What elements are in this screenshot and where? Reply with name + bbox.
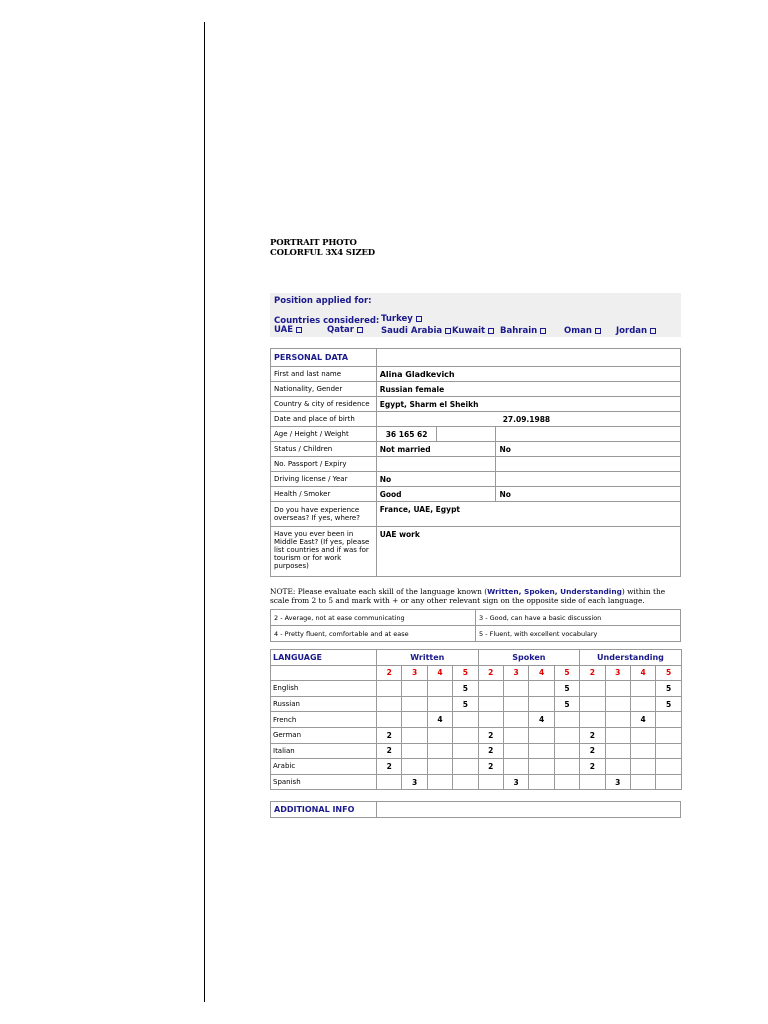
checkbox-icon [595,328,601,334]
rating-cell-spoken[interactable] [529,774,554,790]
rating-cell-spoken[interactable]: 3 [503,774,528,790]
level-4-header: 4 [630,665,655,681]
rating-cell-written[interactable] [427,774,452,790]
rating-cell-written[interactable] [377,712,402,728]
language-row [271,696,682,712]
language-row [271,712,682,728]
rating-cell-spoken[interactable] [503,681,528,697]
rating-cell-spoken[interactable] [478,774,503,790]
rating-cell-written[interactable] [427,727,452,743]
country-turkey[interactable]: Turkey [381,314,422,324]
rating-cell-spoken[interactable]: 5 [554,681,579,697]
rating-cell-understanding[interactable] [630,681,655,697]
rating-cell-understanding[interactable] [630,743,655,759]
rating-cell-spoken[interactable]: 5 [554,696,579,712]
rating-cell-spoken[interactable] [529,727,554,743]
level-3-header: 3 [402,665,427,681]
level-2-header: 2 [377,665,402,681]
rating-cell-understanding[interactable] [605,681,630,697]
field-label: Date and place of birth [271,412,377,427]
rating-cell-written[interactable] [377,774,402,790]
rating-cell-written[interactable] [427,681,452,697]
checkbox-icon [540,328,546,334]
rating-cell-written[interactable]: 2 [377,759,402,775]
rating-cell-written[interactable] [402,681,427,697]
level-5-header: 5 [554,665,579,681]
field-label: Have you ever been in Middle East? (If yes, please list countries and if was for tourism or for work purposes) [271,527,377,577]
country-qatar[interactable]: Qatar [327,325,363,335]
rating-cell-written[interactable] [427,759,452,775]
rating-cell-spoken[interactable]: 2 [478,759,503,775]
rating-cell-understanding[interactable] [656,774,681,790]
rating-cell-spoken[interactable] [529,743,554,759]
rating-cell-spoken[interactable] [554,727,579,743]
note-skills: Written, Spoken, Understanding [487,587,622,596]
rating-cell-understanding[interactable]: 5 [656,696,681,712]
rating-cell-understanding[interactable] [630,727,655,743]
health-value[interactable]: Good [376,487,496,502]
checkbox-icon [296,327,302,333]
passport-value[interactable] [376,457,496,472]
portrait-photo-placeholder [270,238,375,258]
scale-4: 4 - Pretty fluent, comfortable and at ease [271,626,476,642]
rating-cell-written[interactable] [427,743,452,759]
rating-cell-spoken[interactable] [503,727,528,743]
children-value[interactable]: No [496,442,681,457]
rating-cell-spoken[interactable] [554,712,579,728]
evaluation-note: NOTE: Please evaluate each skill of the language known (Written, Spoken, Understanding) within the scale from 2 to 5 and mark with + or any other relevant sign on the opposite side of each language. [270,587,666,605]
photo-line-2: COLORFUL 3X4 SIZED [270,248,375,258]
level-4-header: 4 [529,665,554,681]
rating-cell-understanding[interactable] [605,743,630,759]
additional-info-value[interactable] [377,802,681,818]
rating-cell-understanding[interactable] [580,774,605,790]
rating-cell-understanding[interactable] [605,759,630,775]
rating-cell-written[interactable] [453,759,478,775]
rating-cell-written[interactable] [453,774,478,790]
rating-cell-written[interactable] [377,681,402,697]
rating-cell-understanding[interactable]: 2 [580,727,605,743]
language-row [271,743,682,759]
field-label: First and last name [271,367,377,382]
driving-license-value[interactable]: No [376,472,496,487]
rating-cell-understanding[interactable] [580,681,605,697]
rating-cell-written[interactable]: 4 [427,712,452,728]
level-5-header: 5 [656,665,681,681]
field-label: Nationality, Gender [271,382,377,397]
rating-cell-understanding[interactable]: 2 [580,743,605,759]
spoken-header: Spoken [478,650,580,666]
checkbox-icon [357,327,363,333]
country-oman[interactable]: Oman [564,326,601,336]
field-label: Driving license / Year [271,472,377,487]
photo-line-1: PORTRAIT PHOTO [270,238,357,248]
rating-cell-spoken[interactable] [503,696,528,712]
language-name: Arabic [271,759,377,775]
birth-value[interactable]: 27.09.1988 [376,412,680,427]
written-header: Written [377,650,479,666]
field-label: Do you have experience overseas? If yes, where? [271,502,377,527]
rating-cell-spoken[interactable] [503,712,528,728]
scale-2: 2 - Average, not at ease communicating [271,610,476,626]
rating-cell-spoken[interactable] [529,759,554,775]
additional-info-table [270,801,681,818]
middle-east-value[interactable]: UAE work [376,527,680,577]
language-name: Italian [271,743,377,759]
rating-cell-spoken[interactable] [503,743,528,759]
language-name: German [271,727,377,743]
rating-cell-understanding[interactable] [656,759,681,775]
country-jordan[interactable]: Jordan [616,326,656,336]
rating-cell-written[interactable]: 2 [377,743,402,759]
rating-cell-written[interactable]: 5 [453,696,478,712]
country-uae[interactable]: UAE [274,325,302,335]
rating-cell-understanding[interactable] [630,774,655,790]
scale-5: 5 - Fluent, with excellent vocabulary [476,626,681,642]
language-row [271,759,682,775]
rating-cell-spoken[interactable] [554,759,579,775]
rating-cell-spoken[interactable] [529,696,554,712]
country-bahrain[interactable]: Bahrain [500,326,546,336]
rating-cell-spoken[interactable] [529,681,554,697]
rating-cell-written[interactable]: 2 [377,727,402,743]
understanding-header: Understanding [580,650,682,666]
rating-cell-written[interactable] [377,696,402,712]
language-name: Russian [271,696,377,712]
rating-cell-understanding[interactable] [630,759,655,775]
country-saudi-arabia[interactable]: Saudi Arabia [381,326,451,336]
rating-cell-spoken[interactable] [554,774,579,790]
rating-cell-spoken[interactable] [554,743,579,759]
rating-cell-spoken[interactable]: 2 [478,743,503,759]
field-label: Health / Smoker [271,487,377,502]
status-value[interactable]: Not married [376,442,496,457]
personal-data-table [270,348,681,577]
rating-cell-understanding[interactable] [605,696,630,712]
level-3-header: 3 [503,665,528,681]
overseas-experience-value[interactable]: France, UAE, Egypt [376,502,680,527]
level-2-header: 2 [478,665,503,681]
age-height-weight-value[interactable]: 36 165 62 [376,427,436,442]
rating-cell-written[interactable]: 5 [453,681,478,697]
rating-cell-spoken[interactable]: 4 [529,712,554,728]
rating-cell-understanding[interactable] [605,727,630,743]
level-5-header: 5 [453,665,478,681]
rating-cell-understanding[interactable] [580,712,605,728]
rating-cell-understanding[interactable]: 3 [605,774,630,790]
rating-cell-written[interactable] [402,712,427,728]
language-header: LANGUAGE [271,650,377,666]
rating-cell-spoken[interactable] [478,696,503,712]
scale-legend-table [270,609,681,642]
rating-cell-understanding[interactable] [580,696,605,712]
position-panel [270,293,681,337]
rating-cell-spoken[interactable] [478,712,503,728]
additional-info-header: ADDITIONAL INFO [271,802,377,818]
rating-cell-understanding[interactable] [630,696,655,712]
name-value[interactable]: Alina Gladkevich [376,367,680,382]
rating-cell-written[interactable] [402,727,427,743]
rating-cell-understanding[interactable]: 5 [656,681,681,697]
language-name: Spanish [271,774,377,790]
country-kuwait[interactable]: Kuwait [452,326,494,336]
language-row [271,774,682,790]
level-2-header: 2 [580,665,605,681]
language-table [270,649,682,790]
countries-considered-label: Countries considered: [274,316,380,326]
level-3-header: 3 [605,665,630,681]
level-4-header: 4 [427,665,452,681]
language-row [271,727,682,743]
rating-cell-written[interactable] [453,727,478,743]
field-label: Status / Children [271,442,377,457]
nationality-value[interactable]: Russian female [376,382,680,397]
rating-cell-understanding[interactable] [656,712,681,728]
rating-cell-written[interactable] [402,759,427,775]
rating-cell-written[interactable] [453,743,478,759]
rating-cell-understanding[interactable] [656,727,681,743]
rating-cell-written[interactable] [402,743,427,759]
smoker-value[interactable]: No [496,487,681,502]
rating-cell-understanding[interactable]: 2 [580,759,605,775]
language-row [271,681,682,697]
rating-cell-written[interactable] [427,696,452,712]
expiry-value[interactable] [496,457,681,472]
residence-value[interactable]: Egypt, Sharm el Sheikh [376,397,680,412]
rating-cell-understanding[interactable]: 4 [630,712,655,728]
rating-cell-spoken[interactable]: 2 [478,727,503,743]
field-label: No. Passport / Expiry [271,457,377,472]
field-label: Age / Height / Weight [271,427,377,442]
field-label: Country & city of residence [271,397,377,412]
rating-cell-written[interactable] [402,696,427,712]
margin-line [204,22,205,1002]
checkbox-icon [445,328,451,334]
personal-data-header: PERSONAL DATA [271,349,377,367]
scale-3: 3 - Good, can have a basic discussion [476,610,681,626]
checkbox-icon [488,328,494,334]
position-applied-label: Position applied for: [274,296,372,306]
rating-cell-spoken[interactable] [503,759,528,775]
checkbox-icon [416,316,422,322]
rating-cell-written[interactable] [453,712,478,728]
language-name: French [271,712,377,728]
checkbox-icon [650,328,656,334]
rating-cell-understanding[interactable] [605,712,630,728]
rating-cell-written[interactable]: 3 [402,774,427,790]
rating-cell-understanding[interactable] [656,743,681,759]
rating-cell-spoken[interactable] [478,681,503,697]
language-name: English [271,681,377,697]
